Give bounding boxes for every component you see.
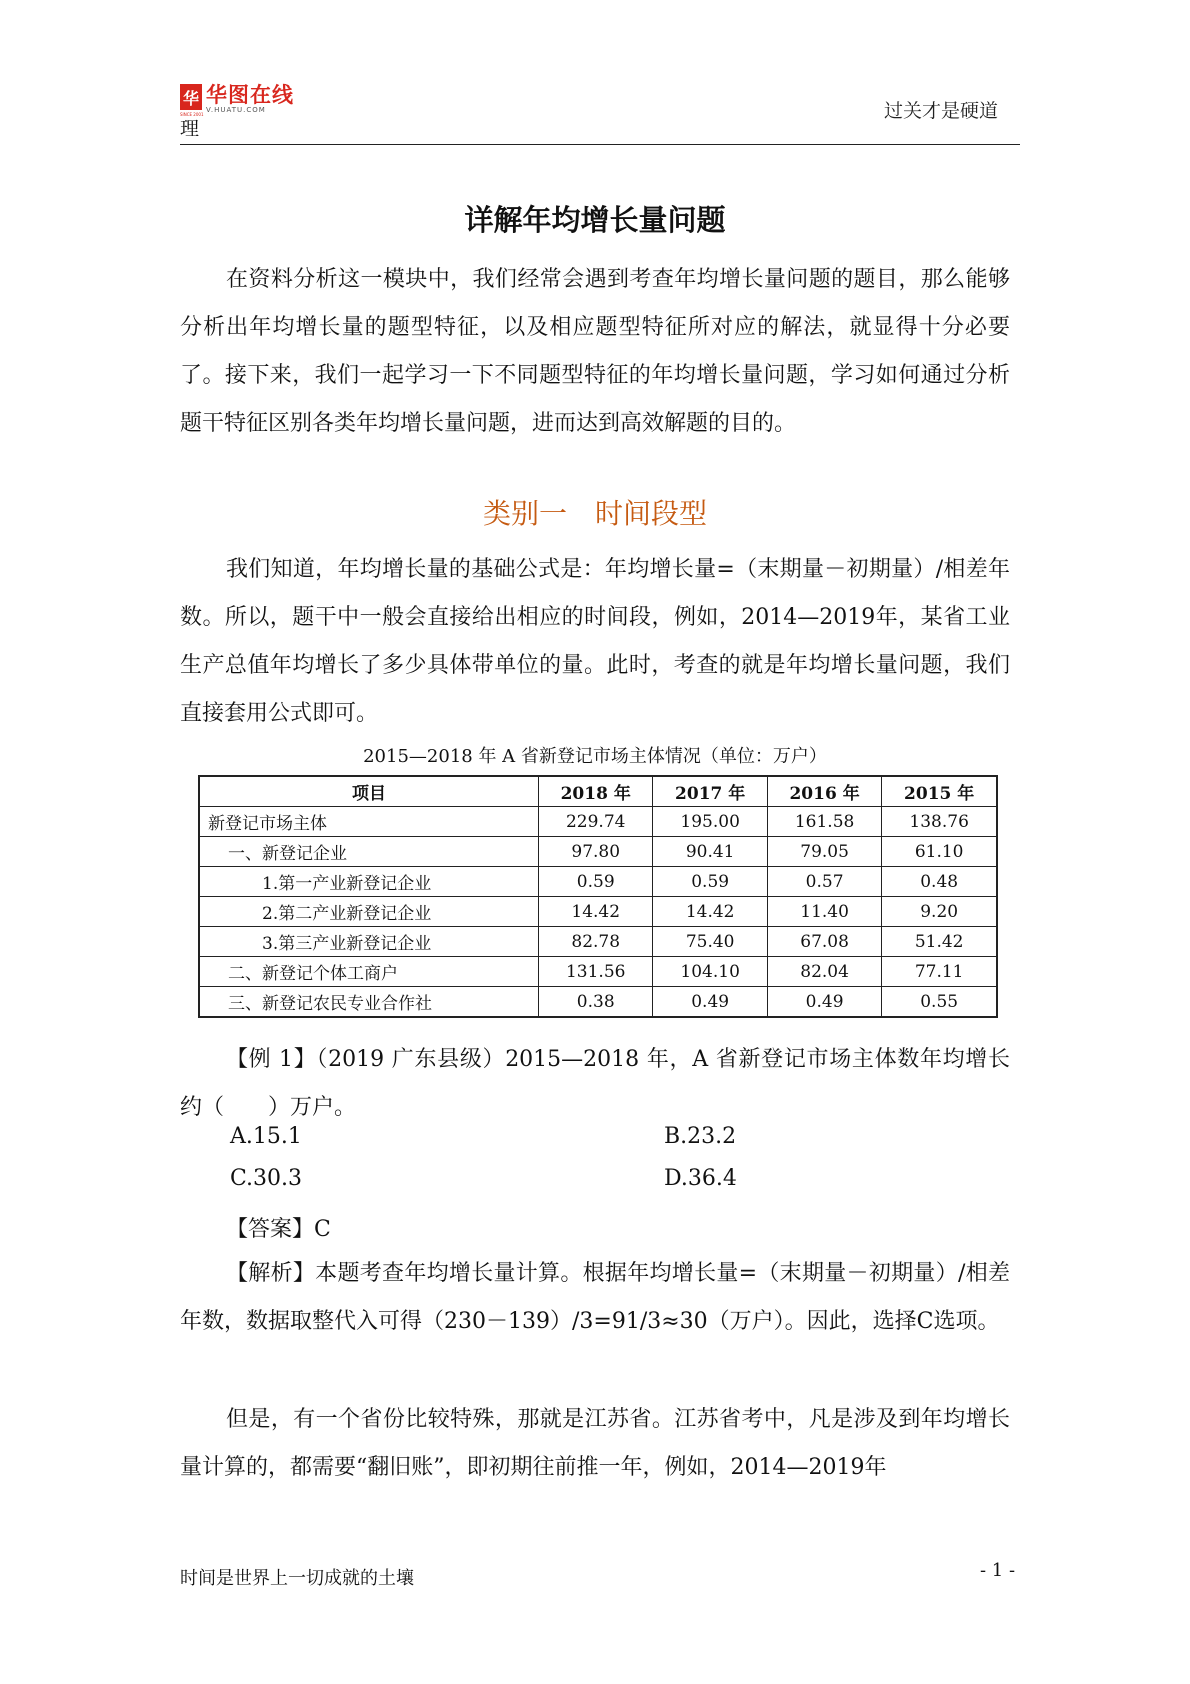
jiangsu-paragraph: 但是，有一个省份比较特殊，那就是江苏省。江苏省考中，凡是涉及到年均增长量计算的，都需要“翻旧账”，即初期往前推一年，例如，2014—2019年 [180,1407,1010,1480]
table-cell: 0.55 [882,987,997,1018]
header-motto: 过关才是硬道 [883,100,998,122]
table-cell: 0.49 [653,987,767,1018]
row-label: 一、新登记企业 [199,837,539,867]
logo-since: SINCE 2001 [180,112,204,117]
table-cell: 0.59 [653,867,767,897]
table-row [199,957,997,987]
col-header: 2016 年 [767,776,881,807]
col-header: 项目 [199,776,539,807]
table-cell: 67.08 [767,927,881,957]
table-row [199,807,997,837]
table-cell: 75.40 [653,927,767,957]
table-cell: 0.57 [767,867,881,897]
logo-mark-icon: 华 [180,84,202,110]
table-cell: 131.56 [539,957,653,987]
table-cell: 0.49 [767,987,881,1018]
row-label: 1.第一产业新登记企业 [199,867,539,897]
table-cell: 229.74 [539,807,653,837]
data-table [198,775,998,1018]
table-cell: 51.42 [882,927,997,957]
option-d: D.36.4 [664,1166,737,1191]
option-b: B.23.2 [664,1124,737,1149]
page-title: 详解年均增长量问题 [464,203,726,237]
row-label: 二、新登记个体工商户 [199,957,539,987]
row-label: 2.第二产业新登记企业 [199,897,539,927]
huatu-logo [180,83,294,117]
table-cell: 79.05 [767,837,881,867]
table-cell: 61.10 [882,837,997,867]
footer-slogan: 时间是世界上一切成就的土壤 [180,1568,414,1589]
table-cell: 11.40 [767,897,881,927]
row-label: 3.第三产业新登记企业 [199,927,539,957]
page-number: - 1 - [980,1560,1016,1581]
option-a: A.15.1 [230,1124,302,1149]
table-cell: 9.20 [882,897,997,927]
table-cell: 14.42 [653,897,767,927]
logo-url: V.HUATU.COM [206,106,266,114]
table-row [199,867,997,897]
logo-name: 华图在线 [206,83,294,107]
table-cell: 82.04 [767,957,881,987]
table-cell: 14.42 [539,897,653,927]
table-cell: 161.58 [767,807,881,837]
table-header-row [199,776,997,807]
table-cell: 138.76 [882,807,997,837]
table-cell: 77.11 [882,957,997,987]
intro-paragraph: 在资料分析这一模块中，我们经常会遇到考查年均增长量问题的题目，那么能够分析出年均增长量的题型特征，以及相应题型特征所对应的解法，就显得十分必要了。接下来，我们一起学习一下不同题型特征的年均增长量问题，学习如何通过分析题干特征区别各类年均增长量问题，进而达到高效解题的目的。 [180,267,1010,436]
row-label: 新登记市场主体 [199,807,539,837]
col-header: 2018 年 [539,776,653,807]
example-question: 【例 1】（2019 广东县级）2015—2018 年，A 省新登记市场主体数年均增长约（ ）万户。 [180,1047,1010,1120]
table-row [199,837,997,867]
table-cell: 104.10 [653,957,767,987]
table-cell: 0.59 [539,867,653,897]
section-paragraph: 我们知道，年均增长量的基础公式是：年均增长量=（末期量－初期量）/相差年数。所以，题干中一般会直接给出相应的时间段，例如，2014—2019年，某省工业生产总值年均增长了多少具体带单位的量。此时，考查的就是年均增长量问题，我们直接套用公式即可。 [180,557,1010,726]
table-row [199,987,997,1018]
section-heading: 类别一 时间段型 [482,497,707,530]
row-label: 三、新登记农民专业合作社 [199,987,539,1018]
table-caption: 2015—2018 年 A 省新登记市场主体情况（单位：万户） [363,746,827,767]
table-cell: 82.78 [539,927,653,957]
header-sub: 理 [180,118,200,140]
analysis-paragraph: 【解析】本题考查年均增长量计算。根据年均增长量=（末期量－初期量）/相差年数，数据取整代入可得（230－139）/3=91/3≈30（万户）。因此，选择C选项。 [180,1261,1010,1334]
table-cell: 195.00 [653,807,767,837]
page-header [180,80,1020,145]
table-cell: 90.41 [653,837,767,867]
table-row [199,897,997,927]
col-header: 2015 年 [882,776,997,807]
option-c: C.30.3 [230,1166,303,1191]
table-cell: 0.48 [882,867,997,897]
table-cell: 0.38 [539,987,653,1018]
answer: 【答案】C [226,1217,331,1242]
col-header: 2017 年 [653,776,767,807]
table-row [199,927,997,957]
table-cell: 97.80 [539,837,653,867]
